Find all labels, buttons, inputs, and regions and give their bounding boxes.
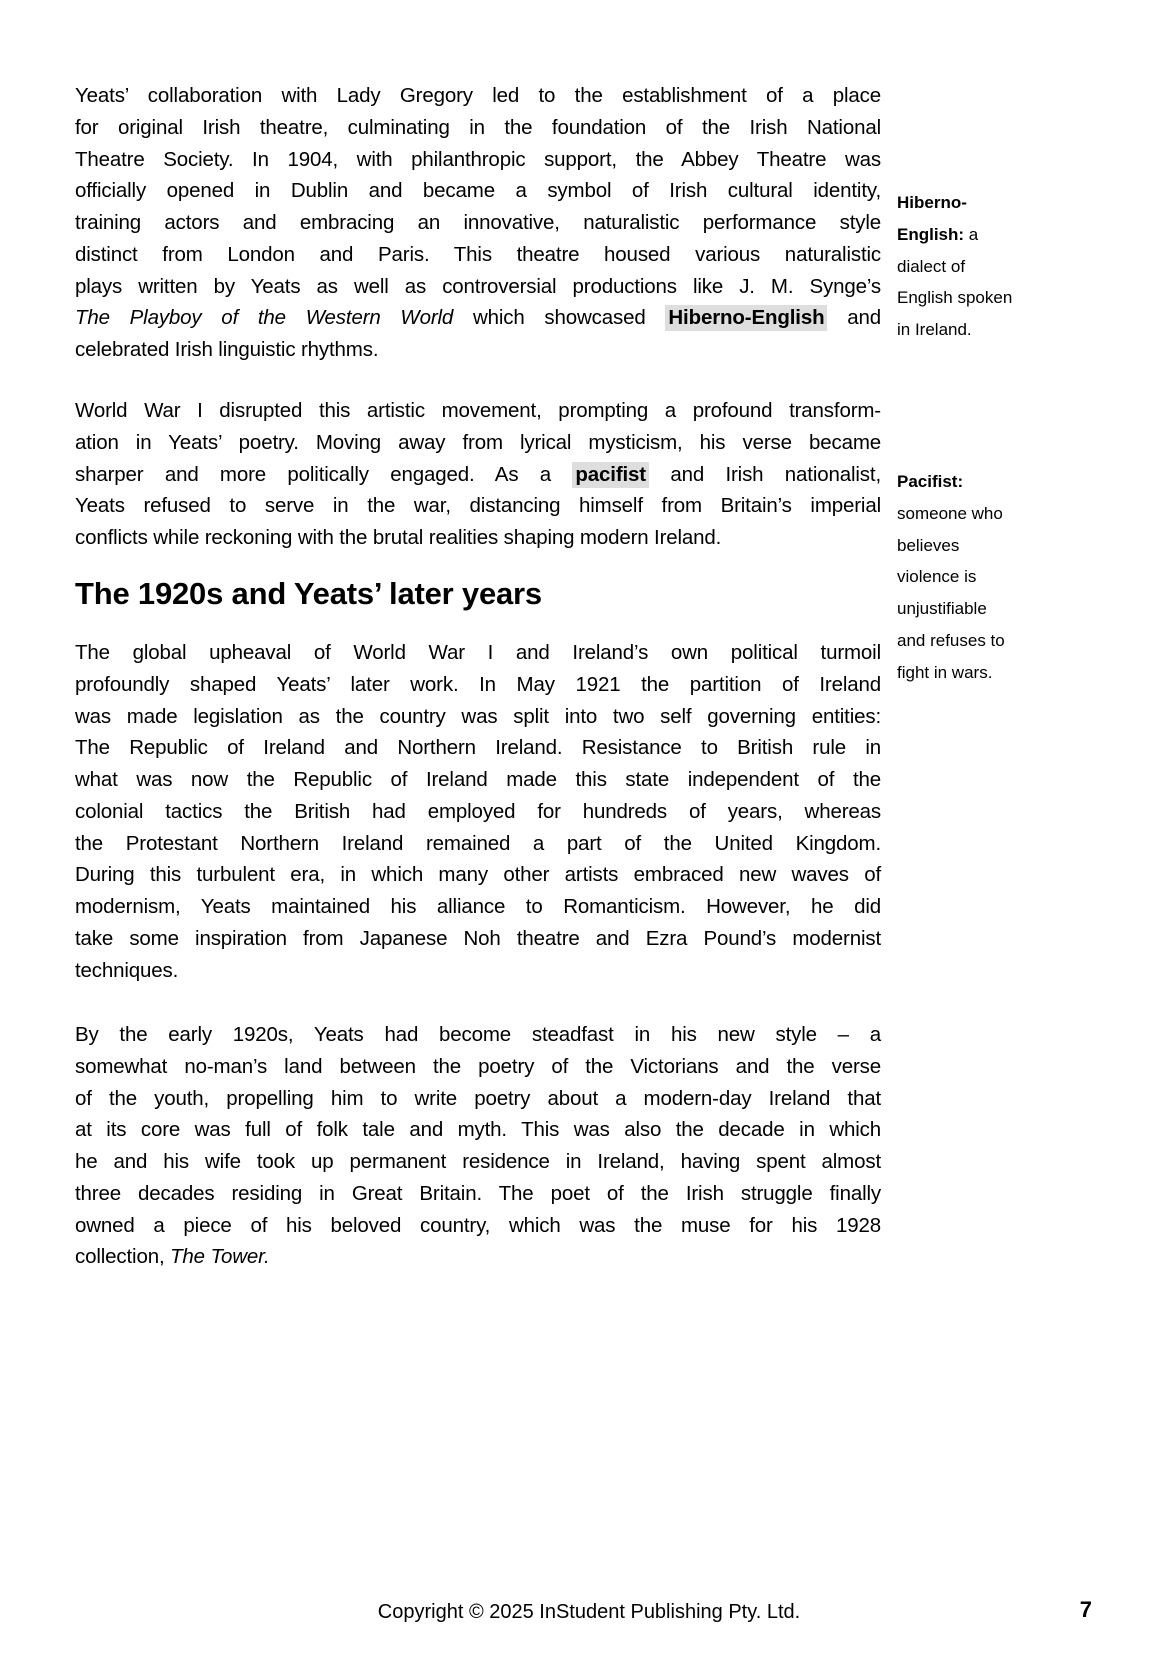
copyright-line: Copyright © 2025 InStudent Publishing Pty. Ltd. xyxy=(377,1601,801,1623)
text-line xyxy=(75,796,881,828)
text-segment: Theatre Society. In 1904, with philanthropic support, the Abbey Theatre was xyxy=(75,147,881,171)
text-line xyxy=(897,187,1023,219)
text-segment: the Protestant Northern Ireland remained a part of the United Kingdom. xyxy=(75,831,881,855)
text-segment: he and his wife took up permanent residence in Ireland, having spent almost xyxy=(75,1150,881,1173)
text-segment: and xyxy=(827,306,882,330)
text-line xyxy=(75,1146,881,1178)
text-segment: training actors and embracing an innovative, naturalistic performance style xyxy=(75,211,881,234)
text-segment: colonial tactics the British had employed for hundreds of years, whereas xyxy=(75,799,881,823)
text-line xyxy=(75,1241,881,1273)
text-segment: The Republic of Ireland and Northern Ireland. Resistance to British rule in xyxy=(75,736,881,760)
text-line xyxy=(75,207,881,239)
vocabulary-highlight: Hiberno-English xyxy=(665,305,827,331)
text-line xyxy=(75,239,881,271)
text-line xyxy=(897,593,1023,625)
text-segment: in Ireland. xyxy=(897,320,972,340)
text-line xyxy=(75,1083,881,1115)
section-heading: The 1920s and Yeats’ later years xyxy=(75,576,542,611)
text-line xyxy=(75,459,881,491)
text-segment: of the youth, propelling him to write poetry about a modern-day Ireland that xyxy=(75,1086,881,1110)
italic-work-title: The Playboy of the Western World xyxy=(75,306,454,330)
paragraph-world-war-one xyxy=(75,395,881,554)
text-line xyxy=(75,302,881,334)
text-segment: take some inspiration from Japanese Noh theatre and Ezra Pound’s modernist xyxy=(75,926,881,950)
text-line xyxy=(75,522,881,554)
text-line xyxy=(75,490,881,522)
text-segment: celebrated Irish linguistic rhythms. xyxy=(75,338,379,361)
text-line xyxy=(75,1178,881,1210)
text-line xyxy=(75,891,881,923)
text-segment: modernism, Yeats maintained his alliance to Romanticism. However, he did xyxy=(75,895,881,918)
text-line xyxy=(897,314,1023,346)
text-segment: sharper and more politically engaged. As a xyxy=(75,462,573,486)
text-segment: believes xyxy=(897,535,960,555)
text-line xyxy=(897,657,1023,689)
text-line xyxy=(75,80,881,112)
text-segment: World War I disrupted this artistic movement, prompting a profound transform- xyxy=(75,399,881,422)
text-line xyxy=(75,334,881,366)
paragraph-abbey-theatre xyxy=(75,80,881,366)
text-segment: a xyxy=(964,224,979,244)
text-line xyxy=(75,923,881,955)
bold-term: English: xyxy=(897,224,965,244)
text-line xyxy=(897,498,1023,530)
margin-note-hiberno-english xyxy=(897,187,1023,346)
text-segment: By the early 1920s, Yeats had become steadfast in his new style – a xyxy=(75,1023,881,1046)
text-line xyxy=(75,1019,881,1051)
text-line xyxy=(75,859,881,891)
text-segment: three decades residing in Great Britain. The poet of the Irish struggle finally xyxy=(75,1181,881,1205)
text-segment: plays written by Yeats as well as controversial productions like J. M. Synge’s xyxy=(75,274,881,298)
text-line xyxy=(75,1210,881,1242)
text-segment: officially opened in Dublin and became a symbol of Irish cultural identity, xyxy=(75,179,881,203)
text-segment: During this turbulent era, in which many other artists embraced new waves of xyxy=(75,863,881,887)
text-line xyxy=(75,1114,881,1146)
paragraph-yeats-later-style xyxy=(75,1019,881,1273)
text-segment: ation in Yeats’ poetry. Moving away from lyrical mysticism, his verse became xyxy=(75,430,881,454)
text-line xyxy=(897,530,1023,562)
text-line xyxy=(75,764,881,796)
text-line xyxy=(75,175,881,207)
paragraph-partition-of-ireland xyxy=(75,637,881,986)
page-number: 7 xyxy=(1079,1597,1092,1622)
text-segment: what was now the Republic of Ireland made this state independent of the xyxy=(75,768,881,791)
text-segment: was made legislation as the country was split into two self governing entities: xyxy=(75,704,881,728)
text-line xyxy=(897,219,1023,251)
text-segment: distinct from London and Paris. This theatre housed various naturalistic xyxy=(75,242,881,266)
text-line xyxy=(897,251,1023,283)
text-line xyxy=(75,144,881,176)
text-line xyxy=(897,561,1023,593)
text-line xyxy=(75,828,881,860)
text-segment: Yeats refused to serve in the war, distancing himself from Britain’s imperial xyxy=(75,494,881,518)
text-segment: and Irish nationalist, xyxy=(648,462,881,486)
text-line xyxy=(75,271,881,303)
text-segment: collection, xyxy=(75,1245,171,1269)
text-segment: The global upheaval of World War I and Ireland’s own political turmoil xyxy=(75,641,881,664)
bold-term: Hiberno- xyxy=(897,193,967,212)
text-segment: dialect of xyxy=(897,256,966,276)
text-line xyxy=(75,637,881,669)
text-line xyxy=(75,669,881,701)
text-segment: English spoken xyxy=(897,288,1013,308)
text-line xyxy=(897,282,1023,314)
text-segment: someone who xyxy=(897,503,1003,523)
text-segment: fight in wars. xyxy=(897,662,993,682)
text-line xyxy=(75,427,881,459)
text-line xyxy=(75,395,881,427)
text-segment: violence is xyxy=(897,567,977,587)
text-line xyxy=(75,955,881,987)
text-segment: Yeats’ collaboration with Lady Gregory led to the establishment of a place xyxy=(75,84,881,107)
margin-note-pacifist xyxy=(897,466,1023,689)
text-segment: profoundly shaped Yeats’ later work. In May 1921 the partition of Ireland xyxy=(75,672,881,696)
text-line xyxy=(75,1051,881,1083)
text-line xyxy=(75,112,881,144)
text-line xyxy=(75,732,881,764)
text-line xyxy=(897,625,1023,657)
text-segment: unjustifiable xyxy=(897,599,987,619)
text-segment: owned a piece of his beloved country, which was the muse for his 1928 xyxy=(75,1213,881,1237)
text-segment: and refuses to xyxy=(897,630,1005,650)
text-segment: at its core was full of folk tale and myth. This was also the decade in which xyxy=(75,1118,881,1142)
text-line xyxy=(897,466,1023,498)
text-segment: techniques. xyxy=(75,958,179,982)
text-segment: which showcased xyxy=(453,306,666,330)
text-segment: conflicts while reckoning with the brutal realities shaping modern Ireland. xyxy=(75,526,722,549)
bold-term: Pacifist: xyxy=(897,472,964,491)
text-segment: for original Irish theatre, culminating in the foundation of the Irish National xyxy=(75,115,881,139)
italic-work-title: The Tower. xyxy=(170,1245,270,1269)
text-segment: somewhat no-man’s land between the poetry of the Victorians and the verse xyxy=(75,1054,881,1078)
text-line xyxy=(75,701,881,733)
vocabulary-highlight: pacifist xyxy=(572,462,649,488)
